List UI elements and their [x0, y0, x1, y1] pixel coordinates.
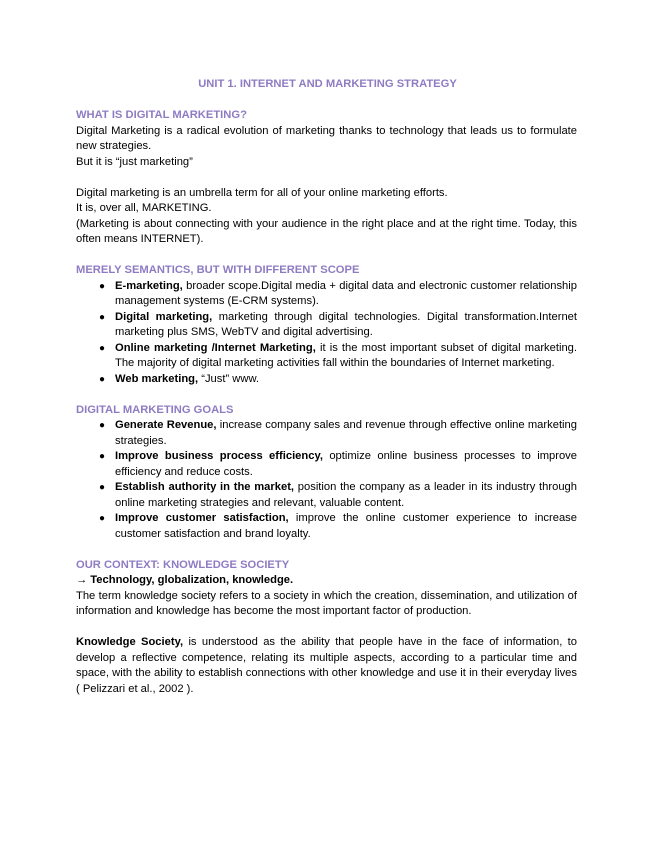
bullet-icon: ●	[99, 311, 106, 323]
list-item: ● Improve business process efficiency, optimize online business processes to improve efficiency and reduce costs.	[99, 450, 577, 478]
section-heading-semantics: MERELY SEMANTICS, BUT WITH DIFFERENT SCOPE	[76, 264, 360, 276]
section-heading-what-is: WHAT IS DIGITAL MARKETING?	[76, 109, 247, 121]
paragraph: (Marketing is about connecting with your audience in the right place and at the right time. Today, this often means INTERNET).	[76, 217, 577, 245]
bullet-icon: ●	[99, 482, 106, 493]
paragraph: Digital Marketing is a radical evolution of marketing thanks to technology that leads us to formulate new strategies.	[76, 124, 577, 152]
list-item: ● Generate Revenue, increase company sales and revenue through effective online marketing strategies.	[99, 419, 577, 447]
paragraph: Knowledge Society, is understood as the ability that people have in the face of information, to develop a reflective competence, relating its multiple aspects, according to a particular time and space, with the ability to establish connections with other knowledge and use it in their everyday lives ( Pelizzari et al., 2002 ).	[76, 636, 577, 695]
paragraph: The term knowledge society refers to a society in which the creation, dissemination, and utilization of information and knowledge has become the most important factor of production.	[76, 589, 577, 617]
bullet-list-goals	[76, 418, 577, 542]
bullet-icon: ●	[99, 451, 106, 462]
bullet-icon: ●	[99, 513, 106, 524]
document-body	[76, 108, 577, 697]
section-heading-context: OUR CONTEXT: KNOWLEDGE SOCIETY	[76, 558, 290, 571]
bullet-icon: ●	[99, 280, 106, 292]
list-item: ● Web marketing, “Just” www.	[76, 372, 577, 388]
arrow-line: → Technology, globalization, knowledge.	[76, 574, 294, 586]
bullet-icon: ●	[99, 342, 106, 354]
bullet-icon: ●	[99, 373, 106, 385]
list-item: ● Establish authority in the market, position the company as a leader in its industry through online marketing strategies and relevant, valuable content.	[99, 481, 577, 509]
bullet-list-semantics	[76, 279, 577, 388]
page-title: UNIT 1. INTERNET AND MARKETING STRATEGY	[198, 78, 457, 90]
paragraph: But it is “just marketing”	[76, 155, 193, 168]
paragraph: Digital marketing is an umbrella term for all of your online marketing efforts.	[76, 186, 448, 199]
list-item: ● Digital marketing, marketing through digital technologies. Digital transformation.Internet marketing plus SMS, WebTV and digital advertising.	[99, 310, 577, 338]
list-item: ● Online marketing /Internet Marketing, it is the most important subset of digital marketing. The majority of digital marketing activities fall within the boundaries of Internet marketing.	[99, 341, 578, 369]
list-item: ● Improve customer satisfaction, improve the online customer experience to increase customer satisfaction and brand loyalty.	[99, 512, 577, 540]
paragraph: It is, over all, MARKETING.	[76, 202, 212, 214]
bullet-icon: ●	[99, 420, 106, 431]
section-heading-goals: DIGITAL MARKETING GOALS	[76, 403, 234, 416]
list-item: ● E-marketing, broader scope.Digital media + digital data and electronic customer relationship management systems (E-CRM systems).	[99, 279, 577, 307]
